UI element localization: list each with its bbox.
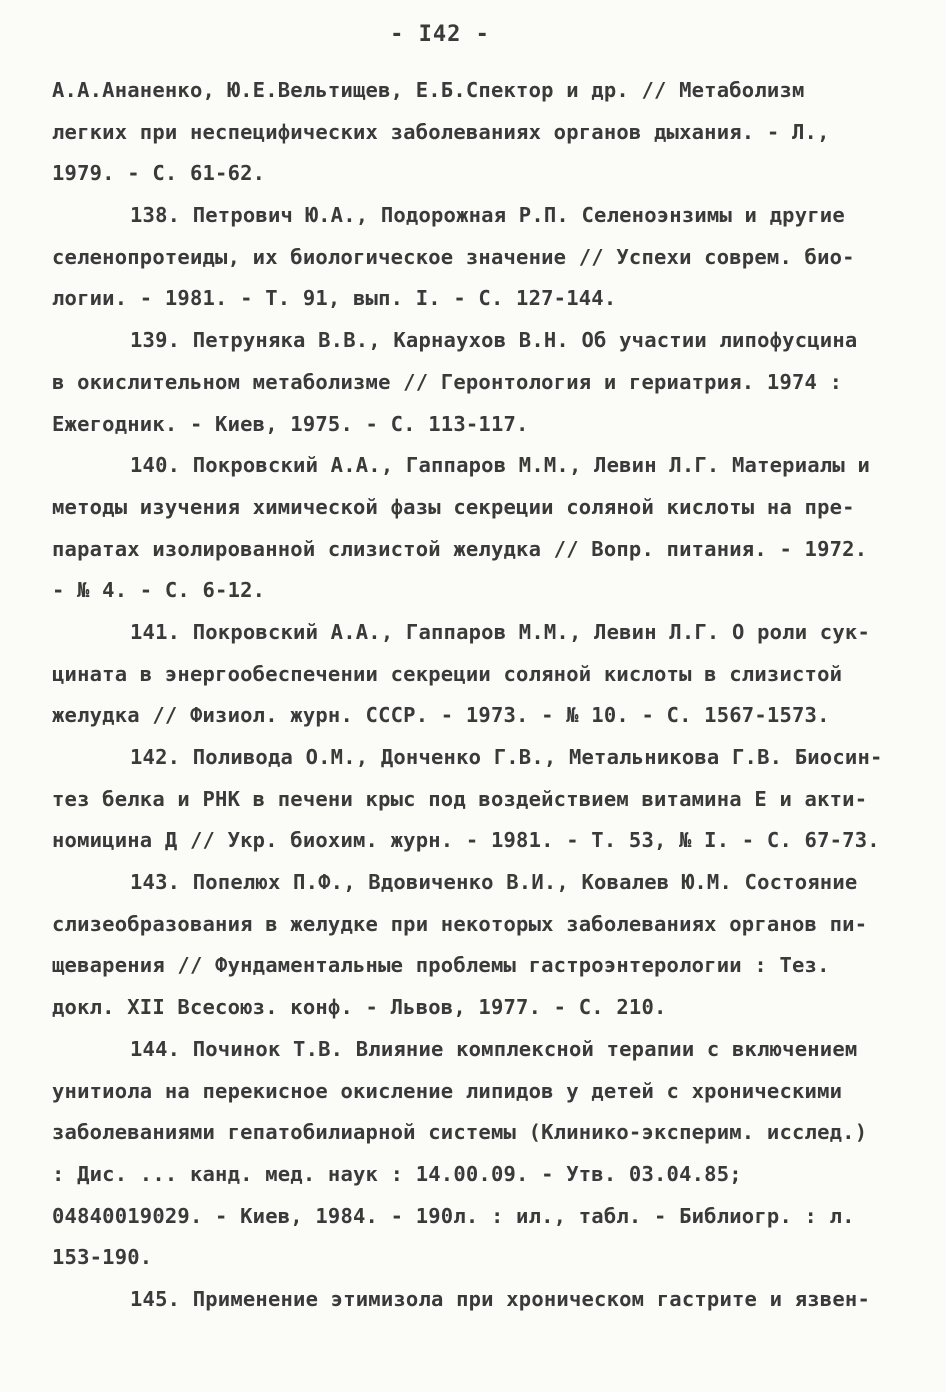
text-line: А.А.Ананенко, Ю.Е.Вельтищев, Е.Б.Спектор и др. // Метаболизм (52, 78, 805, 102)
bibliography-text (52, 70, 902, 1321)
text-line: цината в энергообеспечении секреции соляной кислоты в слизистой (52, 661, 843, 686)
page-number: - I42 - (390, 22, 490, 47)
text-line: логии. - 1981. - Т. 91, вып. I. - С. 127-144. (52, 286, 617, 311)
entry-first-line: 145. Применение этимизола при хроническом гастрите и язвен- (130, 1286, 870, 1311)
text-line: легких при неспецифических заболеваниях органов дыхания. - Л., (52, 119, 830, 144)
entry-first-line: 139. Петруняка В.В., Карнаухов В.Н. Об участии липофусцина (130, 328, 858, 353)
text-line: докл. XII Всесоюз. конф. - Львов, 1977. - С. 210. (52, 995, 667, 1020)
text-line: 153-190. (52, 1245, 153, 1270)
entry-first-line: 138. Петрович Ю.А., Подорожная Р.П. Селеноэнзимы и другие (130, 203, 845, 228)
text-line: в окислительном метаболизме // Геронтология и гериатрия. 1974 : (52, 369, 843, 394)
entry-first-line: 140. Покровский А.А., Гаппаров М.М., Левин Л.Г. Материалы и (130, 453, 870, 478)
text-line: : Дис. ... канд. мед. наук : 14.00.09. - Утв. 03.04.85; (52, 1161, 742, 1186)
entry-first-line: 141. Покровский А.А., Гаппаров М.М., Левин Л.Г. О роли сук- (130, 619, 870, 644)
entry-first-line: 144. Починок Т.В. Влияние комплексной терапии с включением (130, 1036, 858, 1061)
text-line: унитиола на перекисное окисление липидов у детей с хроническими (52, 1078, 843, 1103)
entry-first-line: 143. Попелюх П.Ф., Вдовиченко В.И., Ковалев Ю.М. Состояние (130, 870, 858, 895)
text-line: желудка // Физиол. журн. СССР. - 1973. - № 10. - С. 1567-1573. (52, 703, 830, 728)
text-line: заболеваниями гепатобилиарной системы (Клинико-эксперим. исслед.) (52, 1120, 868, 1145)
text-line: 1979. - С. 61-62. (52, 161, 266, 186)
text-line: Ежегодник. - Киев, 1975. - С. 113-117. (52, 411, 529, 436)
text-line: паратах изолированной слизистой желудка // Вопр. питания. - 1972. (52, 536, 868, 561)
text-line: слизеобразования в желудке при некоторых заболеваниях органов пи- (52, 911, 868, 936)
text-line: методы изучения химической фазы секреции соляной кислоты на пре- (52, 494, 855, 519)
text-line: селенопротеиды, их биологическое значение // Успехи соврем. био- (52, 244, 855, 269)
text-line: - № 4. - С. 6-12. (52, 578, 266, 603)
text-line: тез белка и РНК в печени крыс под воздействием витамина Е и акти- (52, 786, 868, 811)
text-line: 04840019029. - Киев, 1984. - 190л. : ил., табл. - Библиогр. : л. (52, 1203, 855, 1228)
text-line: щеварения // Фундаментальные проблемы гастроэнтерологии : Тез. (52, 953, 830, 978)
text-line: номицина Д // Укр. биохим. журн. - 1981. - Т. 53, № I. - С. 67-73. (52, 828, 880, 853)
entry-first-line: 142. Поливода О.М., Донченко Г.В., Метальникова Г.В. Биосин- (130, 745, 883, 769)
